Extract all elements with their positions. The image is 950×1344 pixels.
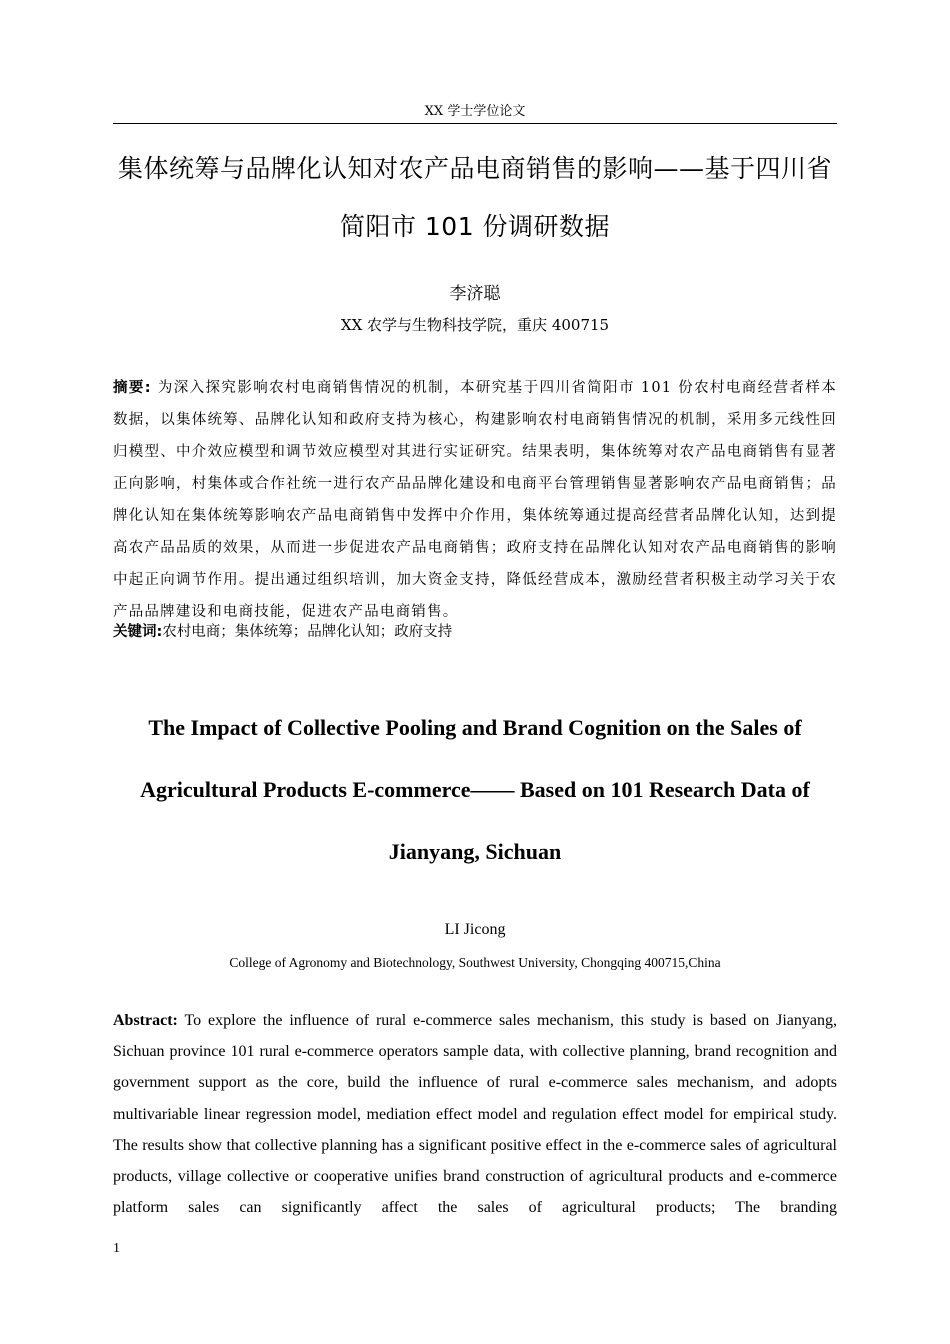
page-number: 1 <box>113 1241 120 1256</box>
chinese-author: 李济聪 <box>449 284 501 304</box>
chinese-keywords-text: 农村电商；集体统筹；品牌化认知；政府支持 <box>162 624 453 640</box>
english-author: LI Jicong <box>444 921 506 938</box>
english-abstract <box>113 1005 837 1223</box>
english-affiliation: College of Agronomy and Biotechnology, Southwest University, Chongqing 400715,China <box>229 955 721 970</box>
english-title: The Impact of Collective Pooling and Brand Cognition on the Sales of Agricultural Products E-commerce—— Based on 101 Research Data of Jianyang, Sichuan <box>140 715 810 864</box>
chinese-abstract-label: 摘要: <box>113 380 152 396</box>
chinese-title: 集体统筹与品牌化认知对农产品电商销售的影响——基于四川省简阳市 101 份调研数据 <box>117 154 832 241</box>
chinese-affiliation: XX 农学与生物科技学院，重庆 400715 <box>340 316 610 334</box>
english-abstract-label: Abstract: <box>113 1012 178 1029</box>
header-divider <box>113 123 837 124</box>
chinese-abstract <box>113 372 837 628</box>
running-header: XX 学士学位论文 <box>424 104 526 119</box>
chinese-keywords-label: 关键词: <box>113 624 163 640</box>
english-abstract-text: To explore the influence of rural e-commerce sales mechanism, this study is based on Jianyang, Sichuan province 101 rural e-commerce operators sample data, with collective planning, brand recognition and government support as the core, build the influence of rural e-commerce sales mechanism, and adopts multivariable linear regression model, mediation effect model and regulation effect model for empirical study. The results show that collective planning has a significant positive effect in the e-commerce sales of agricultural products, village collective or cooperative unifies brand construction of agricultural products and e-commerce platform sales can significantly affect the sales of agricultural products; The branding <box>113 1012 837 1217</box>
chinese-abstract-text: 为深入探究影响农村电商销售情况的机制，本研究基于四川省简阳市 101 份农村电商经营者样本数据，以集体统筹、品牌化认知和政府支持为核心，构建影响农村电商销售情况的机制，采用多元线性回归模型、中介效应模型和调节效应模型对其进行实证研究。结果表明，集体统筹对农产品电商销售有显著正向影响，村集体或合作社统一进行农产品品牌化建设和电商平台管理销售显著影响农产品电商销售；品牌化认知在集体统筹影响农产品电商销售中发挥中介作用，集体统筹通过提高经营者品牌化认知，达到提高农产品品质的效果，从而进一步促进农产品电商销售；政府支持在品牌化认知对农产品电商销售的影响中起正向调节作用。提出通过组织培训，加大资金支持，降低经营成本，激励经营者积极主动学习关于农产品品牌建设和电商技能，促进农产品电商销售。 <box>113 380 838 620</box>
chinese-keywords <box>113 619 837 645</box>
